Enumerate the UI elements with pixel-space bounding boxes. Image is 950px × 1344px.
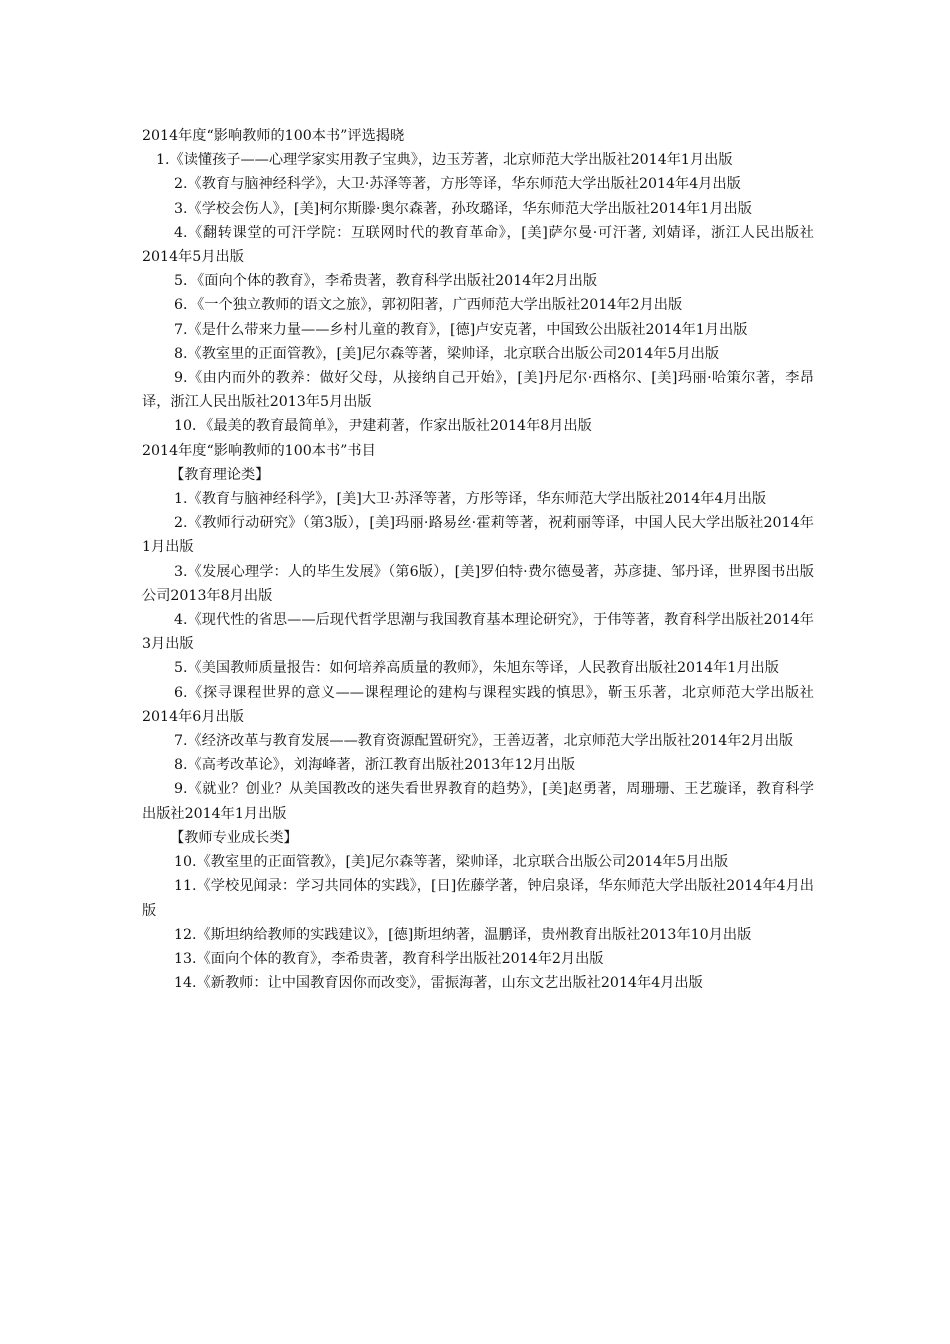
growth-book-item: 14.《新教师：让中国教育因你而改变》，雷振海著，山东文艺出版社2014年4月出版	[174, 975, 703, 992]
theory-book-item: 8.《高考改革论》，刘海峰著，浙江教育出版社2013年12月出版	[174, 757, 576, 774]
result-item: 4.《翻转课堂的可汗学院：互联网时代的教育革命》，[美]萨尔曼·可汗著, 刘婧译，浙江人民出版社2014年5月出版	[142, 224, 814, 266]
theory-book-item: 3.《发展心理学：人的毕生发展》（第6版），[美]罗伯特·费尔德曼著，苏彦捷、邹丹译，世界图书出版公司2013年8月出版	[142, 563, 814, 604]
theory-book-item: 1.《教育与脑神经科学》，[美]大卫·苏泽等著，方彤等译，华东师范大学出版社2014年4月出版	[174, 491, 767, 508]
theory-book-item: 5.《美国教师质量报告：如何培养高质量的教师》，朱旭东等译，人民教育出版社2014年1月出版	[174, 660, 779, 677]
result-item: 5．《面向个体的教育》，李希贵著，教育科学出版社2014年2月出版	[174, 273, 598, 290]
theory-book-item: 4.《现代性的省思——后现代哲学思潮与我国教育基本理论研究》，于伟等著，教育科学出版社2014年3月出版	[142, 612, 814, 653]
result-item: 6．《一个独立教师的语文之旅》，郭初阳著，广西师范大学出版社2014年2月出版	[174, 297, 683, 314]
booklist-heading: 2014年度“影响教师的100本书”书目	[142, 442, 376, 459]
growth-book-item: 12.《斯坦纳给教师的实践建议》，[德]斯坦纳著，温鹏译，贵州教育出版社2013年10月出版	[174, 926, 752, 943]
section-title-growth: 【教师专业成长类】	[170, 829, 298, 846]
theory-book-item: 2.《教师行动研究》（第3版），[美]玛丽·路易丝·霍莉等著，祝莉丽等译，中国人民大学出版社2014年1月出版	[142, 515, 814, 556]
result-item: 7.《是什么带来力量——乡村儿童的教育》，[德]卢安克著，中国致公出版社2014年1月出版	[174, 321, 748, 338]
theory-book-item: 9.《就业？创业？从美国教改的迷失看世界教育的趋势》，[美]赵勇著，周珊珊、王艺璇译，教育科学出版社2014年1月出版	[142, 781, 814, 822]
growth-book-item: 11.《学校见闻录：学习共同体的实践》，[日]佐藤学著，钟启泉译，华东师范大学出版社2014年4月出版	[142, 878, 814, 919]
section-title-theory: 【教育理论类】	[170, 466, 270, 483]
results-heading: 2014年度“影响教师的100本书”评选揭晓	[142, 128, 405, 144]
result-item: 9.《由内而外的教养：做好父母，从接纳自己开始》，[美]丹尼尔·西格尔、[美]玛丽·哈策尔著，李昂译，浙江人民出版社2013年5月出版	[142, 370, 814, 411]
growth-book-item: 10.《教室里的正面管教》，[美]尼尔森等著，梁帅译，北京联合出版公司2014年5月出版	[174, 854, 729, 871]
result-item: 3.《学校会伤人》，[美]柯尔斯滕·奥尔森著，孙玫璐译，华东师范大学出版社2014年1月出版	[174, 200, 752, 217]
result-item: 10．《最美的教育最简单》，尹建莉著，作家出版社2014年8月出版	[174, 418, 592, 435]
theory-book-item: 6.《探寻课程世界的意义——课程理论的建构与课程实践的慎思》，靳玉乐著，北京师范大学出版社2014年6月出版	[142, 684, 814, 725]
growth-book-item: 13.《面向个体的教育》，李希贵著，教育科学出版社2014年2月出版	[174, 950, 604, 967]
document-page	[142, 124, 814, 995]
theory-book-item: 7.《经济改革与教育发展——教育资源配置研究》，王善迈著，北京师范大学出版社2014年2月出版	[174, 733, 794, 750]
result-item: 2.《教育与脑神经科学》，大卫·苏泽等著，方彤等译，华东师范大学出版社2014年4月出版	[174, 176, 741, 193]
result-item: 1.《读懂孩子——心理学家实用教子宝典》，边玉芳著，北京师范大学出版社2014年1月出版	[156, 152, 733, 169]
result-item: 8.《教室里的正面管教》，[美]尼尔森等著，梁帅译，北京联合出版公司2014年5月出版	[174, 345, 720, 362]
